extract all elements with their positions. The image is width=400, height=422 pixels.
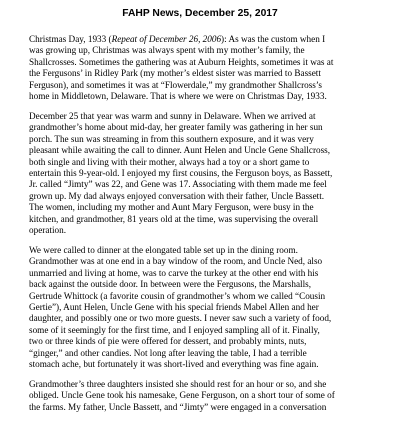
text-line: Christmas Day, 1933 (Repeat of December 26, 2006): As was the custom when I: [29, 34, 326, 44]
text-line: porch. The sun was streaming in from this southern exposure, and it was very: [29, 133, 314, 144]
paragraph: [29, 245, 371, 370]
paragraph: [29, 379, 371, 413]
text-line: entertain this 9-year-old. I enjoyed my first cousins, the Ferguson boys, as Bassett,: [29, 167, 333, 178]
page-title: FAHP News, December 25, 2017: [122, 8, 278, 19]
text-line: both single and living with their mother, always had a toy or a short game to: [29, 156, 310, 167]
text-line: the farms. My father, Uncle Bassett, and “Jimty” were engaged in a conversation: [29, 401, 327, 412]
text-line: “ginger,” and other candies. Not long after leaving the table, I had a terrible: [29, 347, 307, 358]
text-line: some of it seemingly for the first time, and I enjoyed sampling all of it. Finally,: [29, 324, 320, 335]
text-line: The women, including my mother and Aunt Mary Ferguson, were busy in the: [29, 202, 314, 213]
paragraph: [29, 111, 371, 236]
text-line: Shallcrosses. Sometimes the gathering was at Auburn Heights, sometimes it was at: [29, 56, 334, 67]
article-body: [29, 34, 371, 422]
text-line: Gertie”), Aunt Helen, Uncle Gene with his special friends Mabel Allen and her: [29, 301, 319, 312]
text-line: Grandmother’s three daughters insisted she should rest for an hour or so, and she: [29, 378, 327, 389]
text-line: We were called to dinner at the elongated table set up in the dining room.: [29, 244, 298, 255]
repeat-note: Repeat of December 26, 2006: [111, 34, 222, 44]
text-line: unmarried and living at home, was to carve the turkey at the other end with his: [29, 267, 319, 278]
text-line: home in Middletown, Delaware. That is where we were on Christmas Day, 1933.: [29, 91, 327, 102]
text-line: kitchen, and grandmother, 81 years old at the time, was supervising the overall: [29, 213, 319, 224]
text-line: pleasant while awaiting the call to dinner. Aunt Helen and Uncle Gene Shallcross,: [29, 145, 331, 156]
text-line: operation.: [29, 225, 66, 235]
text-line: Grandmother was at one end in a bay window of the room, and Uncle Ned, also: [29, 256, 323, 267]
text-line: stomach ache, but fortunately it was short-lived and everything was fine again.: [29, 358, 319, 369]
text-line: the Fergusons’ in Ridley Park (my mother’s eldest sister was married to Bassett: [29, 68, 321, 79]
text-line: daughter, and possibly one or two more guests. I never saw such a variety of food,: [29, 313, 332, 324]
text-line: obliged. Uncle Gene took his namesake, Gene Ferguson, on a short tour of some of: [29, 390, 335, 401]
text-line: was growing up, Christmas was always spent with my mother’s family, the: [29, 45, 305, 56]
text-line: Jr. called “Jimty” was 22, and Gene was 17. Associating with them made me feel: [29, 179, 327, 190]
text-line: grown up. My dad always enjoyed conversation with their father, Uncle Bassett.: [29, 190, 325, 201]
text-line: grandmother’s home about mid-day, her greater family was gathering in her sun: [29, 122, 323, 133]
text-line: Ferguson), and sometimes it was at “Flowerdale,” my grandmother Shallcross’s: [29, 79, 323, 90]
paragraph: [29, 34, 371, 102]
text-line: Gertrude Whittock (a favorite cousin of grandmother’s whom we called “Cousin: [29, 290, 326, 301]
text-line: back against the outside door. In between were the Fergusons, the Marshalls,: [29, 279, 312, 290]
text-line: December 25 that year was warm and sunny in Delaware. When we arrived at: [29, 110, 316, 121]
text-line: two or three kinds of pie were offered for dessert, and probably mints, nuts,: [29, 336, 307, 347]
